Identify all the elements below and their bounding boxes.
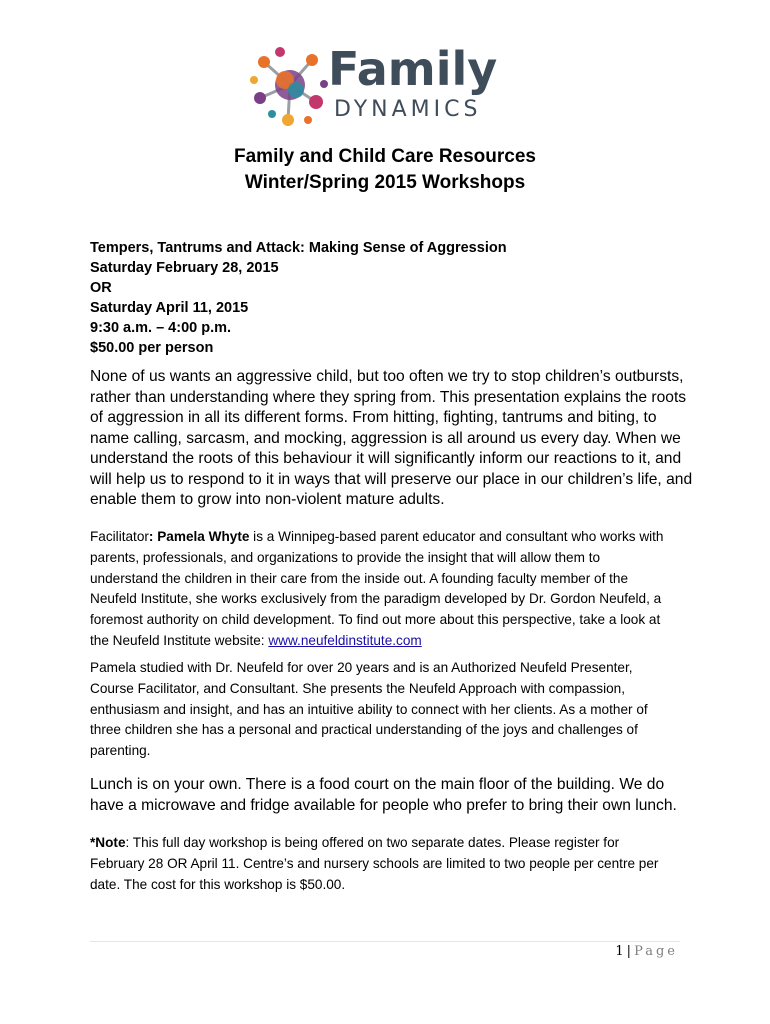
description-line: enable them to grow into non-violent mature adults. [90, 491, 445, 508]
lunch-line: have a microwave and fridge available for people who prefer to bring their own lunch. [90, 796, 677, 814]
neufeld-website-link[interactable]: www.neufeldinstitute.com [268, 632, 422, 648]
bio-line: parenting. [90, 743, 151, 759]
lunch-paragraph [90, 775, 690, 816]
facilitator-line: Neufeld Institute, she works exclusively from the paradigm developed by Dr. Gordon Neufeld, a [90, 591, 662, 607]
facilitator-intro: is a Winnipeg-based parent educator and consultant who works with [249, 529, 664, 544]
page-number: 1 [615, 944, 624, 959]
bio-line: Pamela studied with Dr. Neufeld for over 20 years and is an Authorized Neufeld Presenter, [90, 660, 633, 675]
lunch-line: Lunch is on your own. There is a food court on the main floor of the building. We do [90, 776, 665, 793]
document-title-line-1: Family and Child Care Resources [234, 146, 536, 167]
event-date-1: Saturday February 28, 2015 [90, 260, 279, 276]
description-line: will help us to respond to it in ways that will preserve our place in our children’s life, and [90, 470, 693, 488]
description-line: rather than understanding where they spring from. This presentation explains the roots [90, 388, 687, 406]
event-name: Tempers, Tantrums and Attack: Making Sense of Aggression [90, 240, 507, 256]
facilitator-line: foremost authority on child development. To find out more about this perspective, take a look at [90, 612, 661, 628]
description-paragraph [90, 367, 693, 511]
note-line: date. The cost for this workshop is $50.00. [90, 876, 346, 892]
facilitator-line: understand the children in their care from the inside out. A founding faculty member of the [90, 570, 629, 586]
facilitator-name: Pamela Whyte [157, 529, 250, 544]
footer-divider [90, 941, 680, 942]
website-prefix: the Neufeld Institute website: [90, 632, 269, 648]
bio-line: Course Facilitator, and Consultant. She presents the Neufeld Approach with compassion, [90, 680, 625, 696]
document-title-line-2: Winter/Spring 2015 Workshops [244, 172, 526, 193]
logo-subword: DYNAMICS [334, 97, 482, 122]
event-price: $50.00 per person [90, 340, 214, 356]
event-or: OR [90, 280, 112, 296]
note-paragraph [90, 833, 690, 895]
description-line: name calling, sarcasm, and mocking, aggression is all around us every day. When we [90, 429, 681, 447]
note-intro: : This full day workshop is being offered on two separate dates. Please register for [125, 835, 620, 850]
facilitator-line [90, 527, 690, 548]
note-label: *Note [90, 835, 126, 850]
page-separator: | [626, 944, 632, 959]
event-date-2: Saturday April 11, 2015 [90, 300, 249, 316]
description-line: of aggression in all its different forms. From hitting, fighting, tantrums and biting, to [90, 409, 657, 426]
bio-paragraph [90, 658, 690, 762]
facilitator-label: Facilitator [90, 529, 149, 544]
page-label: Page [634, 944, 678, 959]
facilitator-colon: : [148, 529, 154, 544]
bio-line: enthusiasm and insight, and has an intuitive ability to connect with her clients. As a mother of [90, 701, 648, 717]
facilitator-paragraph [90, 527, 690, 652]
description-line: understand the roots of this behaviour it will significantly inform our reactions to it, and [90, 450, 682, 467]
description-line: None of us wants an aggressive child, but too often we try to stop children’s outbursts, [90, 368, 684, 385]
note-line [90, 833, 690, 854]
logo-emblem-icon [250, 40, 330, 130]
facilitator-line [90, 631, 690, 652]
logo-wordmark: Family [328, 42, 498, 96]
event-time: 9:30 a.m. – 4:00 p.m. [90, 320, 232, 336]
facilitator-line: parents, professionals, and organizations to provide the insight that will allow them to [90, 549, 601, 565]
note-line: February 28 OR April 11. Centre’s and nursery schools are limited to two people per centre per [90, 855, 659, 871]
bio-line: three children she has a personal and practical understanding of the joys and challenges of [90, 722, 638, 738]
page-footer [615, 942, 678, 962]
family-dynamics-logo [250, 40, 530, 130]
event-details [90, 238, 507, 358]
